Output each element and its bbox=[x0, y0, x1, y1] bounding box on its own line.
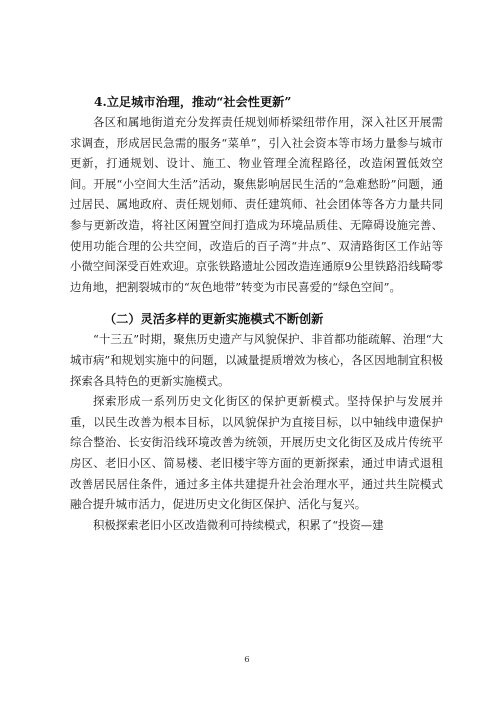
paragraph-historic-district: 探索形成一系列历史文化街区的保护更新模式。坚持保护与发展并重，以民生改善为根本目标，以风貌保护为直接目标，以中轴线申遗保护综合整治、长安街沿线环境改善为统领，开展历史文化街区及成片传统平房区、老旧小区、简易楼、老旧楼宇等方面的更新探索，通过申请式退租改善居民居住条件，通过多主体共建提升社会治理水平，通过共生院模式融合提升城市活力，促进历史文化街区保护、活化与复兴。 bbox=[70, 394, 443, 512]
paragraph-old-community: 积极探索老旧小区改造微利可持续模式，积累了“投资—建 bbox=[93, 517, 384, 532]
paragraph-social-renewal: 各区和属地街道充分发挥责任规划师桥梁纽带作用，深入社区开展需求调查，形成居民急需的服务“菜单”，引入社会资本等市场力量参与城市更新，打通规划、设计、施工、物业管理全流程路径，改造闲置低效空间。开展“小空间大生活”活动，聚焦影响居民生活的“急难愁盼”问题，通过居民、属地政府、责任规划师、责任建筑师、社会团体等各方力量共同参与更新改造，将社区闲置空间打造成为环境品质佳、无障碍设施完善、使用功能合理的公共空间，改造后的百子湾“井点”、双清路街区工作站等小微空间深受百姓欢迎。京张铁路遗址公园改造连通原9公里铁路沿线畸零边角地，把割裂城市的“灰色地带”转变为市民喜爱的“绿色空间”。 bbox=[70, 115, 443, 294]
page-number: 6 bbox=[244, 655, 250, 665]
subheading-social-renewal: 4.立足城市治理，推动“社会性更新” bbox=[94, 95, 292, 109]
section-heading-implementation-models: （二）灵活多样的更新实施模式不断创新 bbox=[104, 312, 324, 327]
page-content bbox=[70, 92, 443, 535]
paragraph-13th-five-year: “十三五”时期，聚焦历史遗产与风貌保护、非首都功能疏解、治理“大城市病”和规划实施中的问题，以减量提质增效为核心，各区因地制宜积极探索各具特色的更新实施模式。 bbox=[70, 332, 443, 388]
